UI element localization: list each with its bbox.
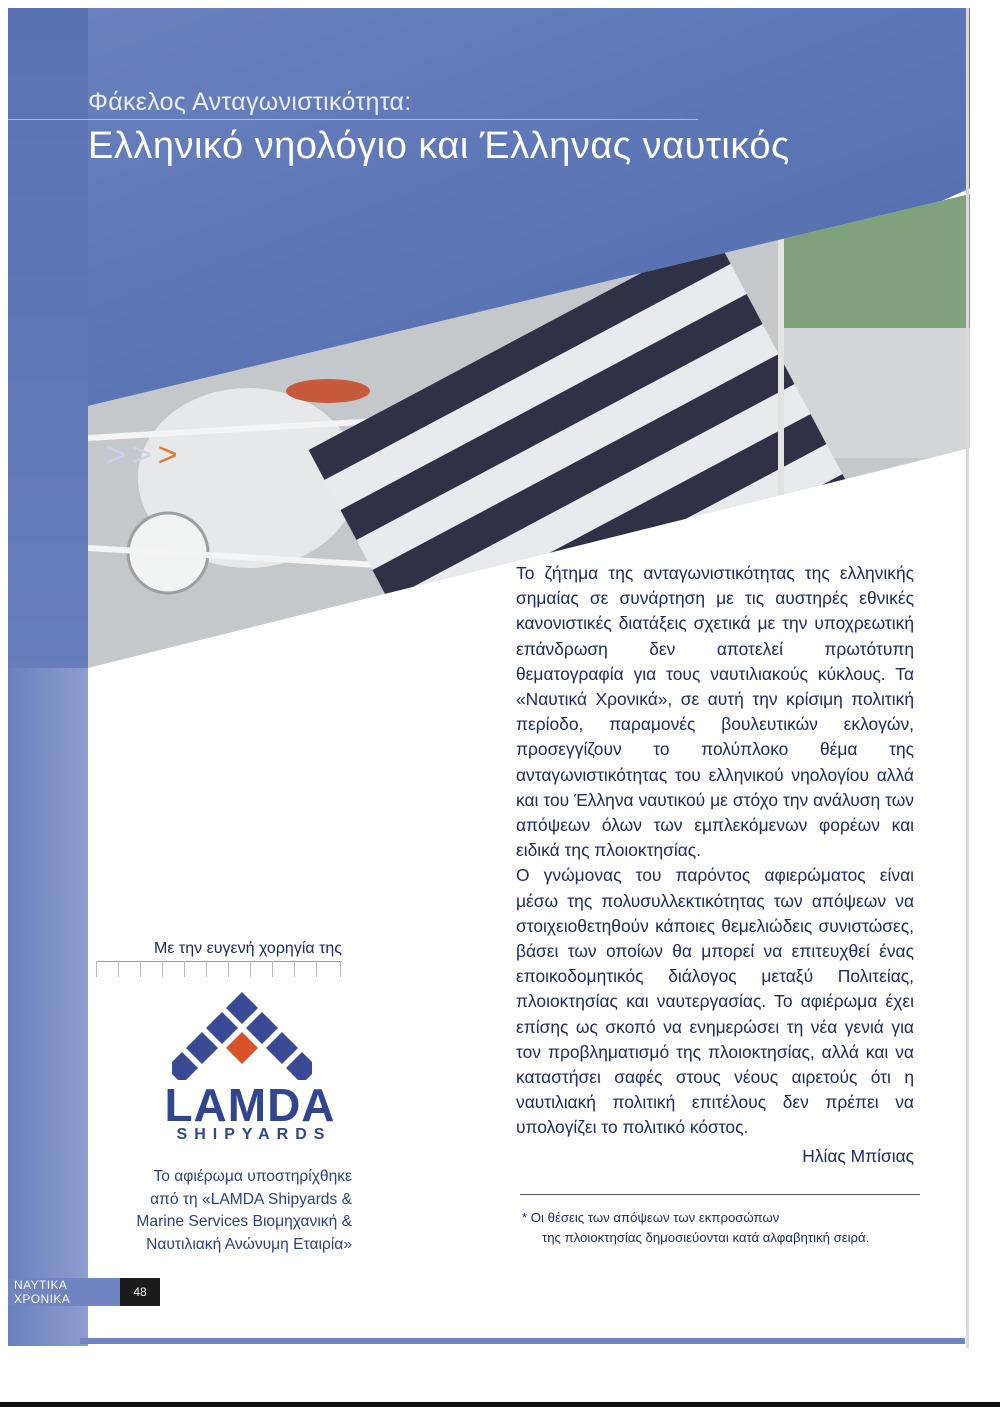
footnote-line: * Οι θέσεις των απόψεων των εκπροσώπων: [522, 1210, 780, 1225]
section-kicker: Φάκελος Ανταγωνιστικότητα:: [88, 88, 412, 116]
article-paragraph: Το ζήτημα της ανταγωνιστικότητας της ελληνικής σημαίας σε συνάρτηση με τις αυστηρές εθνικές κανονιστικές διατάξεις σχετικά με την υποχρεωτική επάνδρωση δεν αποτελεί πρωτότυπη θεματογραφία για τους ναυτιλιακούς κύκλους. Τα «Ναυτικά Χρονικά», σε αυτή την κρίσιμη πολιτική περίοδο, παραμονές βουλευτικών εκλογών, προσεγγίζουν το πολύπλοκο θέμα της ανταγωνιστικότητας του ελληνικού νηολογίου αλλά και του Έλληνα ναυτικού με στόχο την ανάλυση των απόψεων όλων των εμπλεκόμενων φορέων και ειδικά της πλοιοκτησίας.: [516, 563, 914, 861]
scan-bottom-line: [0, 1402, 1000, 1407]
arrow-icon: >: [157, 436, 184, 474]
article-body: [516, 561, 914, 1141]
sponsor-logo-name: LAMDA: [164, 1079, 336, 1131]
author-signature: Ηλίας Μπίσιας: [802, 1146, 914, 1166]
decorative-ruler: [96, 961, 342, 977]
left-lower-band: [8, 668, 88, 1346]
arrow-ornament: [106, 436, 184, 475]
page-title: Ελληνικό νηολόγιο και Έλληνας ναυτικός: [88, 125, 790, 167]
page-footer: [8, 1278, 160, 1306]
sponsor-note: Το αφιέρωμα υποστηρίχθηκε από τη «LAMDA Shipyards & Marine Services Βιομηχανική & Ναυτιλιακή Ανώνυμη Εταιρία»: [136, 1168, 352, 1253]
footnote: [522, 1208, 922, 1248]
article-paragraph: Ο γνώμονας του παρόντος αφιερώματος είναι μέσω της πολυσυλλεκτικότητας των απόψεων να στοιχειοθετηθούν κάποιες θεμελιώδεις συνιστώσες, βάσει των οποίων θα μπορεί να επιτευχθεί ένας εποικοδομητικός διάλογος μεταξύ Πολιτείας, πλοιοκτησίας και ναυτεργασίας. Το αφιέρωμα έχει επίσης ως σκοπό να ενημερώσει τη νέα γενιά για τον προβληματισμό της πλοιοκτησίας, αλλά και να καταστήσει σαφές στους νέους αιρετούς ότι η ναυτιλιακή πολιτική επιτέλους δεν πρέπει να υπολογίζει το πολιτικό κόστος.: [516, 865, 914, 1138]
sponsor-label: Με την ευγενή χορηγία της: [154, 940, 342, 957]
arrow-icon: >: [131, 436, 158, 474]
magazine-page: [8, 8, 970, 1346]
page-bottom-strip: [80, 1338, 965, 1344]
footnote-line: της πλοιοκτησίας δημοσιεύονται κατά αλφαβητική σειρά.: [542, 1230, 870, 1245]
footnote-rule: [520, 1194, 920, 1195]
lamda-logo-icon: [172, 990, 312, 1080]
arrow-icon: >: [106, 436, 132, 474]
scan-edge: [966, 8, 969, 1348]
sponsor-logo-subtitle: SHIPYARDS: [176, 1126, 332, 1143]
page-number: 48: [120, 1278, 160, 1306]
header-rule: [8, 119, 698, 120]
magazine-name: ΝΑΥΤΙΚΑ ΧΡΟΝΙΚΑ: [8, 1278, 120, 1306]
